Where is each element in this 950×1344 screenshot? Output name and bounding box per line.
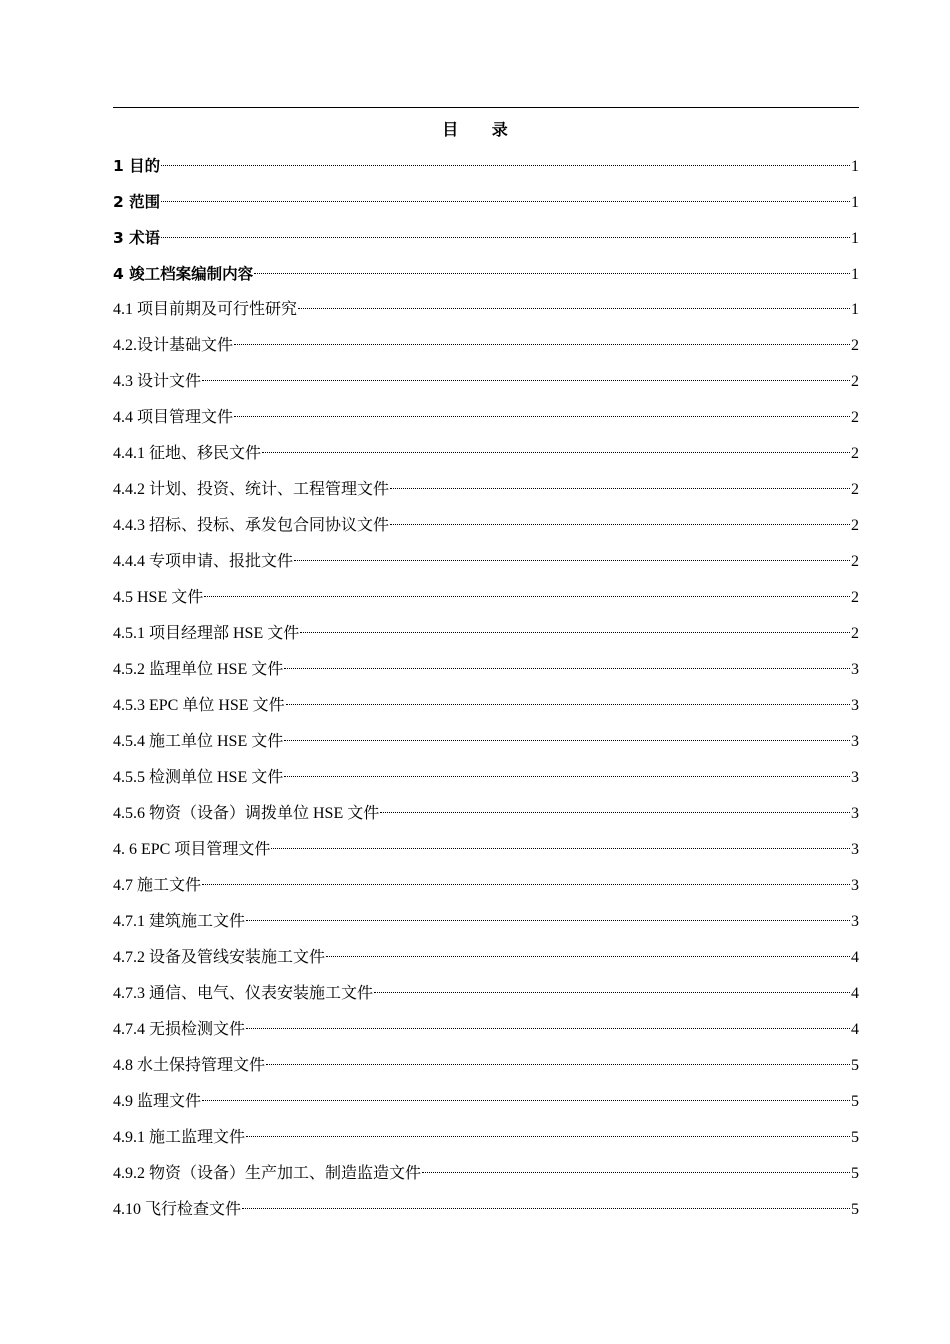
- toc-page-number: 5: [851, 1165, 859, 1182]
- toc-entry-label: 4.3 设计文件: [113, 373, 202, 390]
- toc-entry[interactable]: [113, 796, 859, 832]
- toc-page-number: 2: [851, 517, 859, 534]
- toc-entry[interactable]: [113, 976, 859, 1012]
- toc-entry[interactable]: [113, 940, 859, 976]
- toc-dot-leader: [380, 812, 850, 813]
- toc-page-number: 3: [851, 805, 859, 822]
- toc-page-number: 5: [851, 1093, 859, 1110]
- toc-page-number: 1: [851, 194, 859, 211]
- toc-entry[interactable]: [113, 688, 859, 724]
- toc-page-number: 2: [851, 409, 859, 426]
- toc-entry[interactable]: [113, 220, 859, 256]
- toc-page-number: 2: [851, 445, 859, 462]
- header-rule: [113, 107, 859, 108]
- toc-entry-label: 4.7.4 无损检测文件: [113, 1021, 246, 1038]
- toc-dot-leader: [161, 237, 850, 238]
- toc-entry-label: 4.1 项目前期及可行性研究: [113, 301, 298, 318]
- toc-page-number: 5: [851, 1129, 859, 1146]
- toc-dot-leader: [422, 1172, 850, 1173]
- toc-dot-leader: [202, 1100, 850, 1101]
- toc-entry-label: 4 竣工档案编制内容: [113, 265, 254, 283]
- toc-dot-leader: [234, 416, 850, 417]
- toc-dot-leader: [390, 488, 850, 489]
- toc-dot-leader: [390, 524, 850, 525]
- toc-entry-label: 4.7.1 建筑施工文件: [113, 913, 246, 930]
- toc-dot-leader: [242, 1208, 850, 1209]
- toc-entry[interactable]: [113, 832, 859, 868]
- toc-entry-label: 4.5.1 项目经理部 HSE 文件: [113, 625, 300, 642]
- toc-entry-label: 4.5.6 物资（设备）调拨单位 HSE 文件: [113, 805, 380, 822]
- toc-dot-leader: [298, 308, 850, 309]
- toc-entry-label: 4.9.1 施工监理文件: [113, 1129, 246, 1146]
- toc-entry-label: 4.5.3 EPC 单位 HSE 文件: [113, 697, 285, 714]
- toc-entry[interactable]: [113, 580, 859, 616]
- toc-entry[interactable]: [113, 544, 859, 580]
- toc-page-number: 3: [851, 877, 859, 894]
- toc-entry[interactable]: [113, 616, 859, 652]
- toc-entry[interactable]: [113, 904, 859, 940]
- toc-page-number: 2: [851, 373, 859, 390]
- toc-dot-leader: [284, 776, 850, 777]
- toc-entry-label: 4.4 项目管理文件: [113, 409, 234, 426]
- toc-dot-leader: [254, 273, 850, 274]
- toc-dot-leader: [326, 956, 850, 957]
- toc-page-number: 2: [851, 337, 859, 354]
- toc-entry[interactable]: [113, 256, 859, 292]
- toc-dot-leader: [246, 1136, 850, 1137]
- toc-entry[interactable]: [113, 1120, 859, 1156]
- toc-page-number: 4: [851, 985, 859, 1002]
- toc-page-number: 2: [851, 625, 859, 642]
- toc-entry[interactable]: [113, 1012, 859, 1048]
- toc-entry[interactable]: [113, 1048, 859, 1084]
- toc-dot-leader: [300, 632, 850, 633]
- toc-entry-label: 4.5.2 监理单位 HSE 文件: [113, 661, 284, 678]
- toc-page-number: 3: [851, 697, 859, 714]
- toc-page-number: 3: [851, 661, 859, 678]
- toc-page-number: 1: [851, 266, 859, 283]
- toc-entry-label: 3 术语: [113, 229, 161, 247]
- toc-entry-label: 4.4.2 计划、投资、统计、工程管理文件: [113, 481, 390, 498]
- toc-page-number: 5: [851, 1057, 859, 1074]
- toc-dot-leader: [202, 884, 850, 885]
- toc-entry[interactable]: [113, 652, 859, 688]
- toc-page-number: 1: [851, 230, 859, 247]
- toc-entry-label: 4.10 飞行检查文件: [113, 1201, 242, 1218]
- toc-entry[interactable]: [113, 508, 859, 544]
- toc-entry-label: 2 范围: [113, 193, 161, 211]
- toc-entry[interactable]: [113, 364, 859, 400]
- toc-entry-label: 4.4.1 征地、移民文件: [113, 445, 262, 462]
- toc-page-number: 1: [851, 301, 859, 318]
- toc-entry[interactable]: [113, 292, 859, 328]
- toc-page-number: 4: [851, 1021, 859, 1038]
- toc-page-number: 3: [851, 769, 859, 786]
- toc-entry-label: 1 目的: [113, 157, 161, 175]
- toc-page-number: 2: [851, 589, 859, 606]
- toc-entry-label: 4.5.4 施工单位 HSE 文件: [113, 733, 284, 750]
- toc-page-number: 3: [851, 913, 859, 930]
- toc-dot-leader: [266, 1064, 850, 1065]
- toc-entry[interactable]: [113, 1084, 859, 1120]
- toc-entry[interactable]: [113, 1156, 859, 1192]
- toc-entry-label: 4.4.3 招标、投标、承发包合同协议文件: [113, 517, 390, 534]
- toc-entry-label: 4.9.2 物资（设备）生产加工、制造监造文件: [113, 1165, 422, 1182]
- toc-entry-label: 4.4.4 专项申请、报批文件: [113, 553, 294, 570]
- toc-entry[interactable]: [113, 400, 859, 436]
- toc-entry[interactable]: [113, 1192, 859, 1228]
- toc-entry[interactable]: [113, 328, 859, 364]
- toc-entry-label: 4.7 施工文件: [113, 877, 202, 894]
- toc-entry-label: 4.8 水土保持管理文件: [113, 1057, 266, 1074]
- toc-entry[interactable]: [113, 436, 859, 472]
- toc-dot-leader: [161, 201, 850, 202]
- toc-entry-label: 4.2.设计基础文件: [113, 337, 234, 354]
- toc-title: 目 录: [442, 120, 522, 139]
- toc-entry-label: 4.5.5 检测单位 HSE 文件: [113, 769, 284, 786]
- toc-entry[interactable]: [113, 184, 859, 220]
- toc-entry-label: 4.7.3 通信、电气、仪表安装施工文件: [113, 985, 374, 1002]
- toc-dot-leader: [202, 380, 850, 381]
- toc-list: [113, 148, 859, 1228]
- toc-entry-label: 4.7.2 设备及管线安装施工文件: [113, 949, 326, 966]
- toc-entry[interactable]: [113, 724, 859, 760]
- toc-entry-label: 4.9 监理文件: [113, 1093, 202, 1110]
- toc-dot-leader: [284, 740, 850, 741]
- toc-dot-leader: [271, 848, 850, 849]
- toc-dot-leader: [374, 992, 850, 993]
- toc-entry-label: 4.5 HSE 文件: [113, 589, 204, 606]
- toc-dot-leader: [262, 452, 850, 453]
- toc-dot-leader: [234, 344, 850, 345]
- toc-entry[interactable]: [113, 760, 859, 796]
- toc-entry[interactable]: [113, 868, 859, 904]
- toc-page-number: 5: [851, 1201, 859, 1218]
- toc-dot-leader: [284, 668, 850, 669]
- toc-page-number: 2: [851, 553, 859, 570]
- toc-page-number: 4: [851, 949, 859, 966]
- toc-dot-leader: [294, 560, 850, 561]
- toc-page-number: 2: [851, 481, 859, 498]
- toc-page-number: 3: [851, 841, 859, 858]
- toc-dot-leader: [161, 165, 850, 166]
- toc-page-number: 3: [851, 733, 859, 750]
- toc-entry[interactable]: [113, 472, 859, 508]
- toc-dot-leader: [246, 920, 850, 921]
- toc-page-number: 1: [851, 158, 859, 175]
- toc-entry[interactable]: [113, 148, 859, 184]
- toc-dot-leader: [286, 704, 850, 705]
- toc-dot-leader: [204, 596, 850, 597]
- toc-dot-leader: [246, 1028, 850, 1029]
- toc-entry-label: 4. 6 EPC 项目管理文件: [113, 841, 271, 858]
